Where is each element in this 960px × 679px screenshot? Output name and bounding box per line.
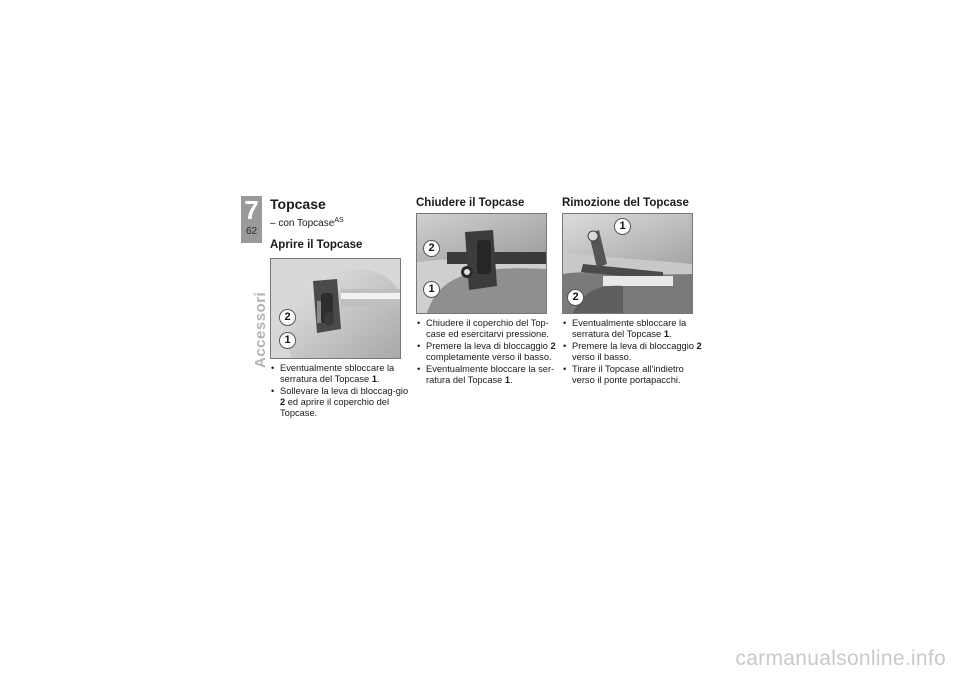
chapter-side-label: Accessori — [252, 291, 269, 368]
callout-1: 1 — [614, 218, 631, 235]
bullet: • — [417, 341, 421, 351]
steps-close — [416, 318, 556, 386]
step-text: Eventualmente sbloccare la serratura del Topcase — [280, 363, 395, 384]
page-title: Topcase — [270, 196, 326, 212]
step-after: ed aprire il coperchio del Topcase. — [280, 397, 390, 418]
callout-2: 2 — [279, 309, 296, 326]
list-item — [562, 364, 702, 386]
list-item — [416, 341, 556, 363]
step-after: . — [377, 374, 380, 384]
step-ref: 2 — [280, 397, 286, 407]
step-after: completamente verso il basso. — [426, 352, 552, 362]
list-item — [562, 318, 702, 340]
photo-open-topcase — [270, 258, 401, 359]
steps-remove — [562, 318, 702, 386]
photo-close-topcase — [416, 213, 547, 314]
section-heading-remove: Rimozione del Topcase — [562, 197, 689, 209]
section-heading-close: Chiudere il Topcase — [416, 197, 525, 209]
column-remove — [562, 196, 702, 387]
step-text: Chiudere il coperchio del Top-case ed esercitarvi pressione. — [426, 318, 549, 339]
page-number: 62 — [245, 226, 258, 237]
bullet: • — [271, 363, 275, 373]
step-ref: 2 — [550, 341, 556, 351]
bullet: • — [417, 318, 421, 328]
step-text: Premere la leva di bloccaggio — [426, 341, 551, 351]
step-text: Eventualmente bloccare la ser-ratura del Topcase — [426, 364, 555, 385]
bullet: • — [563, 364, 567, 374]
bullet: • — [271, 386, 275, 396]
list-item — [270, 363, 410, 385]
bullet: • — [417, 364, 421, 374]
bullet: • — [563, 341, 567, 351]
column-close — [416, 196, 556, 387]
chapter-tab — [241, 196, 262, 243]
step-ref: 1 — [504, 375, 511, 385]
callout-2: 2 — [567, 289, 584, 306]
steps-open — [270, 363, 410, 419]
chapter-number: 7 — [244, 195, 259, 225]
bullet: • — [563, 318, 567, 328]
step-text: Eventualmente sbloccare la serratura del Topcase — [572, 318, 687, 339]
callout-1: 1 — [423, 281, 440, 298]
list-item — [416, 318, 556, 340]
step-ref: 2 — [696, 341, 702, 351]
callout-2: 2 — [423, 240, 440, 257]
list-item — [270, 386, 410, 419]
callout-1: 1 — [279, 332, 296, 349]
list-item — [416, 364, 556, 386]
photo-remove-topcase — [562, 213, 693, 314]
section-heading-open: Aprire il Topcase — [270, 239, 363, 251]
step-text: Sollevare la leva di bloccag-gio — [280, 386, 409, 396]
subtitle-prefix: – con Topcase — [270, 218, 335, 229]
subtitle — [270, 214, 410, 230]
step-after: . — [510, 375, 513, 385]
step-ref: 1 — [371, 374, 377, 384]
photo-close-illustration — [417, 214, 546, 313]
step-text: Tirare il Topcase all'indietro verso il ponte portapacchi. — [572, 364, 684, 385]
column-open — [270, 196, 410, 420]
step-ref: 1 — [663, 329, 669, 339]
watermark: carmanualsonline.info — [735, 647, 946, 670]
step-after: . — [669, 329, 672, 339]
step-after: verso il basso. — [572, 352, 632, 362]
subtitle-sup: AS — [334, 217, 344, 224]
step-text: Premere la leva di bloccaggio — [572, 341, 697, 351]
list-item — [562, 341, 702, 363]
